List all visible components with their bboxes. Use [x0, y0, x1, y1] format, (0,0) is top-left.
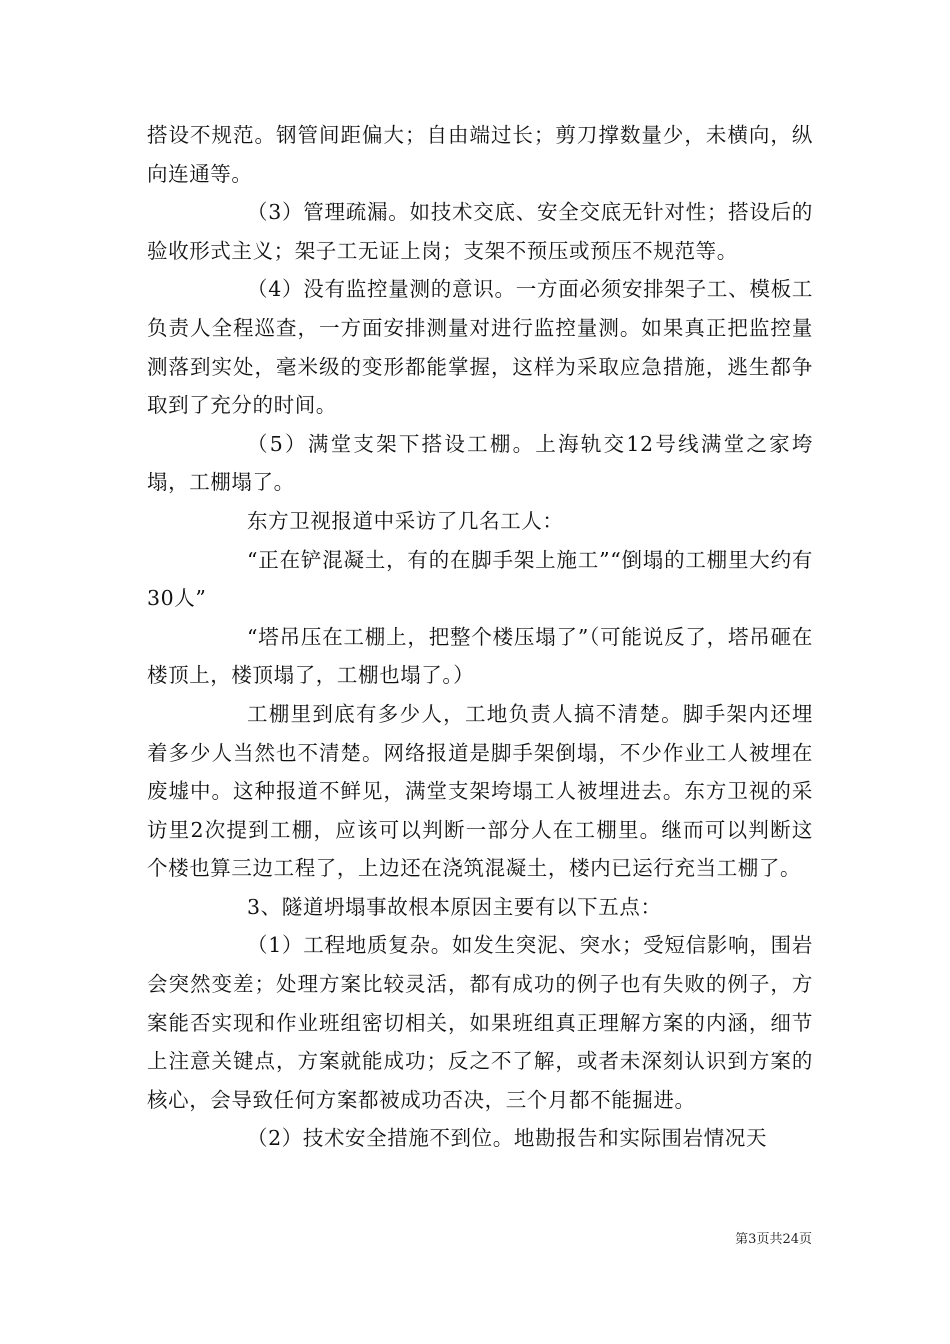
page-number-footer: 第3页共24页	[735, 1232, 812, 1247]
paragraph-7: “塔吊压在工棚上，把整个楼压塌了”（可能说反了，塔吊砸在楼顶上，楼顶塌了，工棚也塌了。）	[147, 624, 813, 688]
paragraph-6: “正在铲混凝土，有的在脚手架上施工”“倒塌的工棚里大约有30人”	[147, 547, 813, 611]
paragraph-5: 东方卫视报道中采访了几名工人：	[247, 508, 564, 533]
paragraph-10: （1）工程地质复杂。如发生突泥、突水；受短信影响，围岩会突然变差；处理方案比较灵活，都有成功的例子也有失败的例子，方案能否实现和作业班组密切相关，如果班组真正理解方案的内涵，细节上注意关键点，方案就能成功；反之不了解，或者未深刻认识到方案的核心，会导致任何方案都被成功否决，三个月都不能掘进。	[147, 933, 813, 1112]
paragraph-11: （2）技术安全措施不到位。地勘报告和实际围岩情况天	[247, 1126, 768, 1151]
paragraph-2: （3）管理疏漏。如技术交底、安全交底无针对性；搭设后的验收形式主义；架子工无证上岗；支架不预压或预压不规范等。	[147, 200, 813, 263]
paragraph-3: （4）没有监控量测的意识。一方面必须安排架子工、模板工负责人全程巡查，一方面安排测量对进行监控量测。如果真正把监控量测落到实处，毫米级的变形都能掌握，这样为采取应急措施，逃生都争取到了充分的时间。	[147, 277, 813, 418]
paragraph-8: 工棚里到底有多少人，工地负责人搞不清楚。脚手架内还埋着多少人当然也不清楚。网络报道是脚手架倒塌，不少作业工人被埋在废墟中。这种报道不鲜见，满堂支架垮塌工人被埋进去。东方卫视的采访里2次提到工棚，应该可以判断一部分人在工棚里。继而可以判断这个楼也算三边工程了，上边还在浇筑混凝土，楼内已运行充当工棚了。	[147, 701, 813, 881]
paragraph-9: 3、隧道坍塌事故根本原因主要有以下五点：	[247, 894, 662, 919]
paragraph-4: （5）满堂支架下搭设工棚。上海轨交12号线满堂之家垮塌，工棚塌了。	[147, 431, 813, 495]
document-body	[147, 116, 813, 1158]
paragraph-1: 搭设不规范。钢管间距偏大；自由端过长；剪刀撑数量少，未横向，纵向连通等。	[147, 123, 813, 186]
